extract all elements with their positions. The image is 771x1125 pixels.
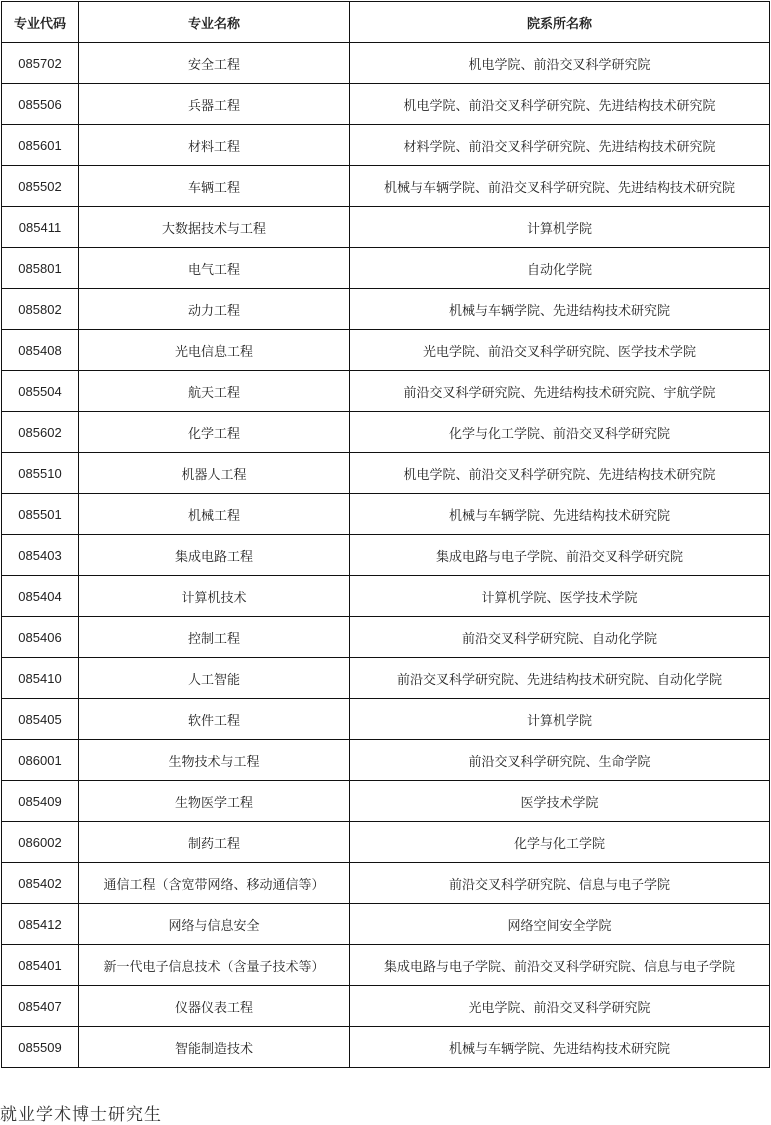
major-code-cell: 085403 <box>2 535 79 576</box>
major-name-cell: 兵器工程 <box>79 84 350 125</box>
majors-table <box>1 1 770 1068</box>
major-code-cell: 085406 <box>2 617 79 658</box>
major-code-cell: 085404 <box>2 576 79 617</box>
major-code-cell: 086001 <box>2 740 79 781</box>
major-name-cell: 机器人工程 <box>79 453 350 494</box>
department-cell: 机电学院、前沿交叉科学研究院、先进结构技术研究院 <box>350 453 770 494</box>
major-name-cell: 动力工程 <box>79 289 350 330</box>
table-row <box>2 535 770 576</box>
major-code-cell: 085509 <box>2 1027 79 1068</box>
major-code-cell: 085409 <box>2 781 79 822</box>
department-cell: 集成电路与电子学院、前沿交叉科学研究院、信息与电子学院 <box>350 945 770 986</box>
table-row <box>2 330 770 371</box>
department-cell: 机械与车辆学院、先进结构技术研究院 <box>350 494 770 535</box>
department-cell: 机械与车辆学院、前沿交叉科学研究院、先进结构技术研究院 <box>350 166 770 207</box>
major-name-cell: 通信工程（含宽带网络、移动通信等） <box>79 863 350 904</box>
table-row <box>2 453 770 494</box>
major-code-cell: 085504 <box>2 371 79 412</box>
major-name-cell: 计算机技术 <box>79 576 350 617</box>
department-cell: 自动化学院 <box>350 248 770 289</box>
table-row <box>2 576 770 617</box>
table-row <box>2 781 770 822</box>
department-cell: 机电学院、前沿交叉科学研究院 <box>350 43 770 84</box>
department-cell: 前沿交叉科学研究院、信息与电子学院 <box>350 863 770 904</box>
major-name-cell: 生物医学工程 <box>79 781 350 822</box>
major-code-cell: 085401 <box>2 945 79 986</box>
header-row <box>2 2 770 43</box>
department-cell: 集成电路与电子学院、前沿交叉科学研究院 <box>350 535 770 576</box>
table-row <box>2 166 770 207</box>
major-code-cell: 085601 <box>2 125 79 166</box>
header-code: 专业代码 <box>2 2 79 43</box>
major-name-cell: 材料工程 <box>79 125 350 166</box>
department-cell: 机械与车辆学院、先进结构技术研究院 <box>350 1027 770 1068</box>
major-code-cell: 085502 <box>2 166 79 207</box>
major-name-cell: 光电信息工程 <box>79 330 350 371</box>
department-cell: 化学与化工学院、前沿交叉科学研究院 <box>350 412 770 453</box>
major-code-cell: 085411 <box>2 207 79 248</box>
table-row <box>2 371 770 412</box>
major-code-cell: 085402 <box>2 863 79 904</box>
header-name: 专业名称 <box>79 2 350 43</box>
department-cell: 前沿交叉科学研究院、自动化学院 <box>350 617 770 658</box>
department-cell: 光电学院、前沿交叉科学研究院、医学技术学院 <box>350 330 770 371</box>
major-name-cell: 控制工程 <box>79 617 350 658</box>
major-code-cell: 085410 <box>2 658 79 699</box>
major-name-cell: 电气工程 <box>79 248 350 289</box>
major-code-cell: 085412 <box>2 904 79 945</box>
table-row <box>2 945 770 986</box>
major-name-cell: 制药工程 <box>79 822 350 863</box>
major-name-cell: 大数据技术与工程 <box>79 207 350 248</box>
major-code-cell: 085405 <box>2 699 79 740</box>
major-name-cell: 航天工程 <box>79 371 350 412</box>
table-row <box>2 986 770 1027</box>
header-dept: 院系所名称 <box>350 2 770 43</box>
department-cell: 化学与化工学院 <box>350 822 770 863</box>
major-name-cell: 车辆工程 <box>79 166 350 207</box>
major-name-cell: 集成电路工程 <box>79 535 350 576</box>
table-row <box>2 207 770 248</box>
major-code-cell: 086002 <box>2 822 79 863</box>
table-row <box>2 617 770 658</box>
major-name-cell: 新一代电子信息技术（含量子技术等） <box>79 945 350 986</box>
department-cell: 医学技术学院 <box>350 781 770 822</box>
department-cell: 机电学院、前沿交叉科学研究院、先进结构技术研究院 <box>350 84 770 125</box>
major-code-cell: 085506 <box>2 84 79 125</box>
department-cell: 计算机学院、医学技术学院 <box>350 576 770 617</box>
table-row <box>2 43 770 84</box>
table-row <box>2 904 770 945</box>
major-name-cell: 人工智能 <box>79 658 350 699</box>
table-row <box>2 248 770 289</box>
department-cell: 光电学院、前沿交叉科学研究院 <box>350 986 770 1027</box>
table-row <box>2 658 770 699</box>
table-row <box>2 494 770 535</box>
table-row <box>2 84 770 125</box>
table-row <box>2 740 770 781</box>
department-cell: 计算机学院 <box>350 207 770 248</box>
department-cell: 材料学院、前沿交叉科学研究院、先进结构技术研究院 <box>350 125 770 166</box>
table-row <box>2 125 770 166</box>
major-name-cell: 安全工程 <box>79 43 350 84</box>
major-code-cell: 085801 <box>2 248 79 289</box>
major-code-cell: 085408 <box>2 330 79 371</box>
table-body <box>2 43 770 1068</box>
table-row <box>2 699 770 740</box>
department-cell: 前沿交叉科学研究院、先进结构技术研究院、自动化学院 <box>350 658 770 699</box>
table-row <box>2 863 770 904</box>
table-row <box>2 412 770 453</box>
major-name-cell: 软件工程 <box>79 699 350 740</box>
department-cell: 机械与车辆学院、先进结构技术研究院 <box>350 289 770 330</box>
major-code-cell: 085702 <box>2 43 79 84</box>
footer-heading: 就业学术博士研究生 <box>0 1105 162 1125</box>
major-name-cell: 网络与信息安全 <box>79 904 350 945</box>
major-name-cell: 仪器仪表工程 <box>79 986 350 1027</box>
major-code-cell: 085802 <box>2 289 79 330</box>
major-name-cell: 生物技术与工程 <box>79 740 350 781</box>
major-code-cell: 085602 <box>2 412 79 453</box>
department-cell: 计算机学院 <box>350 699 770 740</box>
department-cell: 前沿交叉科学研究院、先进结构技术研究院、宇航学院 <box>350 371 770 412</box>
major-name-cell: 化学工程 <box>79 412 350 453</box>
major-name-cell: 智能制造技术 <box>79 1027 350 1068</box>
table-row <box>2 1027 770 1068</box>
major-code-cell: 085501 <box>2 494 79 535</box>
table-row <box>2 289 770 330</box>
major-code-cell: 085510 <box>2 453 79 494</box>
department-cell: 前沿交叉科学研究院、生命学院 <box>350 740 770 781</box>
table-row <box>2 822 770 863</box>
department-cell: 网络空间安全学院 <box>350 904 770 945</box>
major-name-cell: 机械工程 <box>79 494 350 535</box>
major-code-cell: 085407 <box>2 986 79 1027</box>
